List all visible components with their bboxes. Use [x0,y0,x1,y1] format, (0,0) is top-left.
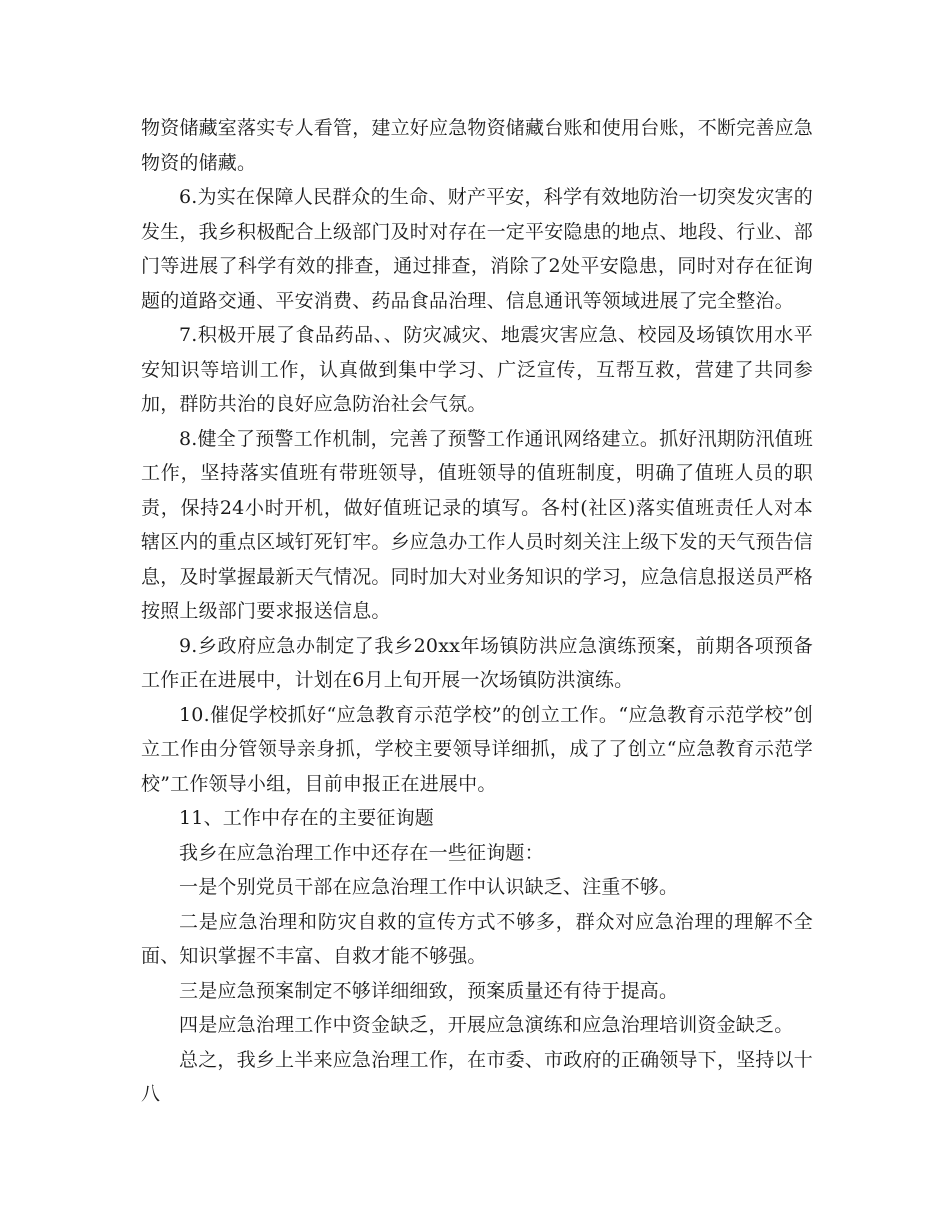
paragraph-item-9: 9.乡政府应急办制定了我乡20xx年场镇防洪应急演练预案，前期各项预备工作正在进展中，计划在6月上旬开展一次场镇防洪演练。 [141,634,813,691]
document-body [141,111,813,1112]
paragraph-problem-2: 二是应急治理和防灾自救的宣传方式不够多，群众对应急治理的理解不全面、知识掌握不丰富、自救才能不够强。 [141,910,813,967]
paragraph-item-10: 10.催促学校抓好“应急教育示范学校”的创立工作。“应急教育示范学校”创立工作由分管领导亲身抓，学校主要领导详细抓，成了了创立“应急教育示范学校”工作领导小组，目前申报正在进展中。 [141,703,813,795]
paragraph-item-7: 7.积极开展了食品药品、、防灾减灾、地震灾害应急、校园及场镇饮用水平安知识等培训工作，认真做到集中学习、广泛宣传，互帮互救，营建了共同参加，群防共治的良好应急防治社会气氛。 [141,324,813,415]
paragraph-conclusion: 总之，我乡上半来应急治理工作，在市委、市政府的正确领导下，坚持以十八 [141,1048,813,1105]
paragraph-problem-3: 三是应急预案制定不够详细细致，预案质量还有待于提高。 [179,979,679,1002]
paragraph-problem-4: 四是应急治理工作中资金缺乏，开展应急演练和应急治理培训资金缺乏。 [179,1014,794,1036]
paragraph-problem-1: 一是个别党员干部在应急治理工作中认识缺乏、注重不够。 [179,876,679,898]
paragraph-continuation: 物资储藏室落实专人看管，建立好应急物资储藏台账和使用台账，不断完善应急物资的储藏。 [141,117,814,174]
section-heading-problems: 11、工作中存在的主要征询题 [179,807,434,829]
paragraph-item-8: 8.健全了预警工作机制，完善了预警工作通讯网络建立。抓好汛期防汛值班工作，坚持落实值班有带班领导，值班领导的值班制度，明确了值班人员的职责，保持24小时开机，做好值班记录的填写。各村(社区)落实值班责任人对本辖区内的重点区域钉死钉牢。乡应急办工作人员时刻关注上级下发的天气预告信息，及时掌握最新天气情况。同时加大对业务知识的学习，应急信息报送员严格按照上级部门要求报送信息。 [141,427,814,622]
paragraph-problems-intro: 我乡在应急治理工作中还存在一些征询题： [179,841,544,864]
paragraph-item-6: 6.为实在保障人民群众的生命、财产平安，科学有效地防治一切突发灾害的发生，我乡积极配合上级部门及时对存在一定平安隐患的地点、地段、行业、部门等进展了科学有效的排查，通过排查，消除了2处平安隐患，同时对存在征询题的道路交通、平安消费、药品食品治理、信息通讯等领域进展了完全整治。 [141,186,814,312]
